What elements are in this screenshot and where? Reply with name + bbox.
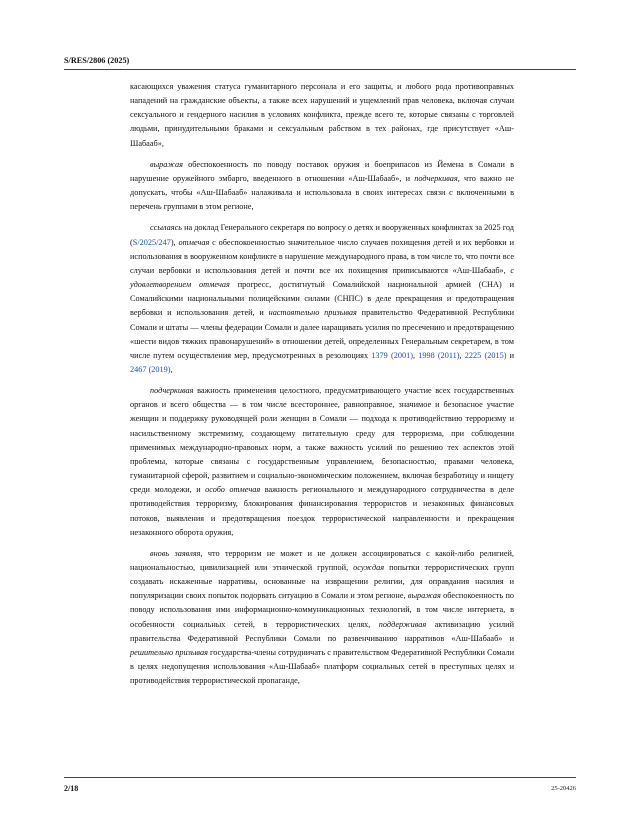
preamble-paragraph [130, 80, 514, 151]
paragraph-text: , что важно не допускать, чтобы «Аш-Шабааб» налаживала и использовала в своих интересах связи с включенными в перечень группами в этом регионе, [130, 173, 514, 212]
operative-phrase: с удовлетворением отмечая [130, 265, 514, 290]
operative-phrase: решительно призывая [130, 647, 208, 657]
document-link[interactable]: 1379 (2001) [371, 350, 413, 360]
footer-rule [64, 777, 576, 778]
paragraph-text: важность регионального и международного сотрудничества в деле противодействия терроризму, блокирования финансирования террористов и незаконных финансовых потоков, выявления и предотвращения поездок террористической направленности и прекращения незаконного оборота оружия, [130, 485, 514, 537]
document-link[interactable]: 2225 (2015) [464, 350, 507, 360]
preamble-paragraph [130, 384, 514, 540]
document-body [130, 80, 514, 695]
paragraph-text: обеспокоенность по поводу поставок оружия и боеприпасов из Йемена в Сомали в нарушение оружейного эмбарго, введенного в отношении «Аш-Шабааб», и [130, 159, 514, 183]
preamble-paragraph [130, 221, 514, 377]
operative-phrase: вновь заявляя [150, 548, 201, 558]
operative-phrase: отмечая [178, 237, 210, 247]
header-rule [64, 69, 576, 70]
document-symbol: S/RES/2806 (2025) [64, 56, 130, 65]
operative-phrase: поддерживая [378, 619, 427, 629]
operative-phrase: выражая [407, 591, 441, 601]
paragraph-text: ), [170, 237, 179, 247]
paragraph-text: касающихся уважения статуса гуманитарного персонала и его защиты, и любого рода противоправных нападений на гражданские объекты, а также всех нарушений и ущемлений прав человека, включая случаи сексуального и гендерного насилия в условиях конфликта, прежде всего те, которые связаны с торговлей людьми, принудительными браками и сексуальным рабством в тех районах, где присутствует «Аш-Шабааб», [130, 82, 514, 148]
operative-phrase: подчеркивая [414, 173, 458, 183]
paragraph-text: и [506, 350, 515, 360]
document-link[interactable]: S/2025/247 [132, 237, 171, 247]
paragraph-text: государства-члены сотрудничать с правительством Федеративной Республики Сомали в целях недопущения использования «Аш-Шабааб» платформ социальных сетей в преступных целях и противодействия террористической пропаганде, [130, 647, 514, 686]
paragraph-text: , [459, 350, 465, 360]
paragraph-text: , [170, 364, 173, 374]
operative-phrase: подчеркивая [150, 386, 194, 396]
preamble-paragraph [130, 158, 514, 215]
page-number: 2/18 [64, 784, 79, 793]
operative-phrase: выражая [150, 159, 183, 169]
paragraph-text: важность применения целостного, предусматривающего участие всех государственных органов и всего общества — в том числе всестороннее, равноправное, значимое и безопасное участие женщин и поддержку руководящей роли женщин в Сомали — подхода к противодействию терроризму и насильственному экстремизму, создающему питательную среду для терроризма, при соблюдении применимых международно-правовых норм, а также важность усилий по решению тех аспектов этой проблемы, которые связаны с государственным управлением, безопасностью, правами человека, гуманитарной сферой, развитием и социально-экономическим положением, включая безработицу и нищету среди молодежи, и [130, 386, 514, 495]
document-link[interactable]: 1998 (2011) [418, 350, 460, 360]
paragraph-text: правительство Федеративной Республики Сомали и штаты — члены федерации Сомали и далее наращивать усилия по пресечению и предотвращению «шести видов тяжких правонарушений» в отношении детей, определенных Генеральным секретарем, в том числе путем осуществления мер, предусмотренных в резолюциях [130, 308, 514, 360]
paragraph-text: на доклад Генерального секретаря по вопросу о детях и вооруженных конфликтах за 2025 год ( [130, 223, 514, 247]
operative-phrase: ссылаясь [150, 223, 182, 233]
paragraph-text: активизацию усилий правительства Федеративной Республики Сомали по развенчиванию нарративов «Аш-Шабааб» и [130, 619, 514, 643]
paragraph-text: , [412, 350, 419, 360]
operative-phrase: осуждая [353, 563, 385, 572]
operative-phrase: настоятельно призывая [268, 308, 357, 318]
preamble-paragraph [130, 547, 514, 689]
operative-phrase: особо отмечая [205, 485, 261, 495]
document-link[interactable]: 2467 (2019) [130, 364, 171, 374]
paragraph-text: с обеспокоенностью значительное число случаев похищения детей и их вербовки и использования в вооруженном конфликте в нарушение международного права, в том числе то, что почти все случаи вербовки и использования детей и почти все их похищения приписываются «Аш-Шабааб», [130, 237, 514, 275]
paragraph-text: , что терроризм не может и не должен ассоциироваться с какой-либо религией, национальностью, цивилизацией или этнической группой, [130, 548, 514, 572]
paragraph-text: прогресс, достигнутый Сомалийской национальной армией (СНА) и Сомалийскими национальными полицейскими силами (СНПС) в деле прекращения и предотвращения вербовки и использования детей, и [130, 280, 515, 318]
document-number: 25-20426 [551, 785, 576, 792]
paragraph-text: обеспокоенность по поводу использования ими информационно-коммуникационных технологий, в том числе интернета, в особенности социальных сетей, в террористических целях, [130, 591, 514, 629]
paragraph-text: попытки террористических групп создавать искаженные нарративы, основанные на извращении религии, для оправдания насилия и популяризации своих попыток подорвать ситуацию в Сомали и этом регионе, [130, 563, 514, 601]
